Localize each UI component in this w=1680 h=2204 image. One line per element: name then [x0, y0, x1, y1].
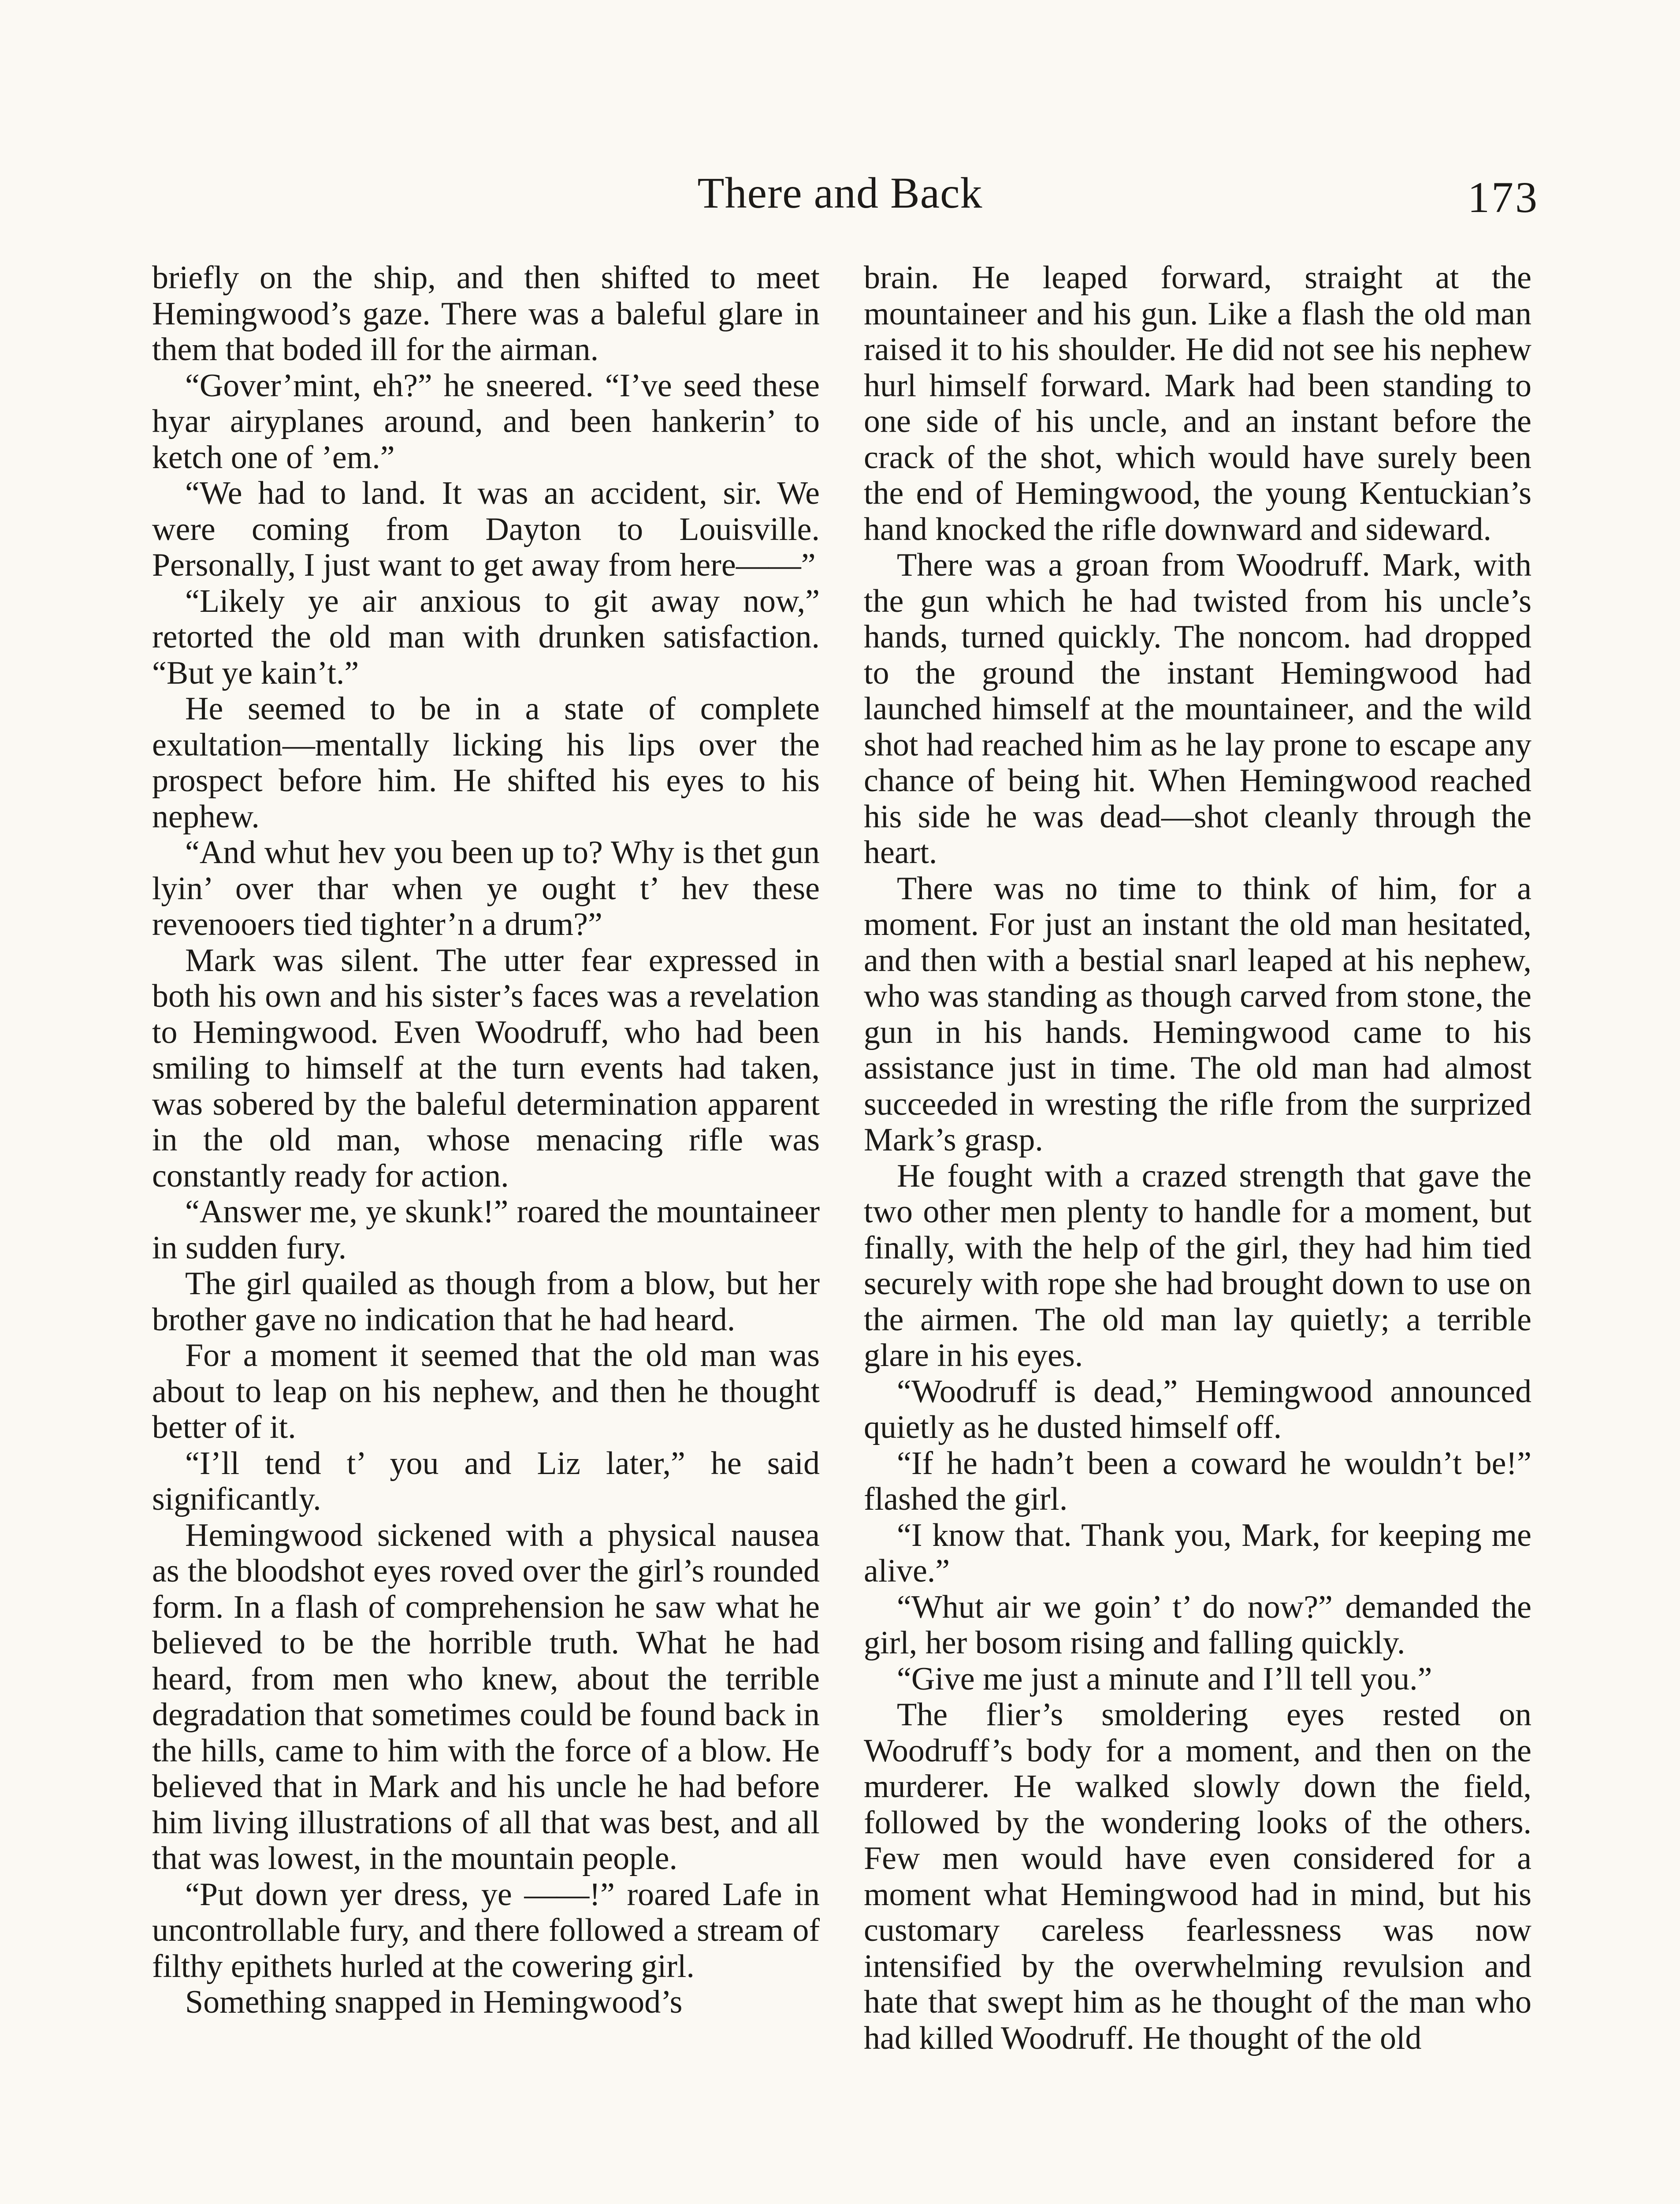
paragraph: “I know that. Thank you, Mark, for keeping me alive.”	[864, 1517, 1531, 1589]
paragraph: The girl quailed as though from a blow, but her brother gave no indication that he had heard.	[152, 1266, 820, 1338]
paragraph: “Give me just a minute and I’ll tell you.”	[897, 1660, 1432, 1697]
paragraph: He fought with a crazed strength that gave the two other men plenty to handle for a moment, but finally, with the help of the girl, they had him tied securely with rope she had brought down to use on the airmen. The old man lay quietly; a terrible glare in his eyes.	[864, 1158, 1531, 1374]
page-number: 173	[1468, 173, 1539, 222]
paragraph: “I’ll tend t’ you and Liz later,” he said significantly.	[152, 1445, 820, 1517]
paragraph: He seemed to be in a state of complete exultation—mentally licking his lips over the prospect before him. He shifted his eyes to his nephew.	[152, 691, 820, 835]
right-column	[864, 260, 1531, 2056]
paragraph: “Answer me, ye skunk!” roared the mountaineer in sudden fury.	[152, 1194, 820, 1266]
paragraph: briefly on the ship, and then shifted to meet Hemingwood’s gaze. There was a baleful glare in them that boded ill for the airman.	[152, 260, 820, 368]
paragraph: “Gover’mint, eh?” he sneered. “I’ve seed these hyar airyplanes around, and been hankerin’ to ketch one of ’em.”	[152, 367, 820, 476]
paragraph: “We had to land. It was an accident, sir. We were coming from Dayton to Louisville. Personally, I just want to get away from here——”	[152, 475, 820, 583]
paragraph: Mark was silent. The utter fear expressed in both his own and his sister’s faces was a revelation to Hemingwood. Even Woodruff, who had been smiling to himself at the turn events had taken, was sobered by the baleful determination apparent in the old man, whose menacing rifle was constantly ready for action.	[152, 942, 820, 1194]
paragraph: “Likely ye air anxious to git away now,” retorted the old man with drunken satisfaction. “But ye kain’t.”	[152, 583, 820, 691]
paragraph: brain. He leaped forward, straight at the mountaineer and his gun. Like a flash the old man raised it to his shoulder. He did not see his nephew hurl himself forward. Mark had been standing to one side of his uncle, and an instant before the crack of the shot, which would have surely been the end of Hemingwood, the young Kentuckian’s hand knocked the rifle downward and sideward.	[864, 260, 1531, 547]
paragraph: The flier’s smoldering eyes rested on Woodruff’s body for a moment, and then on the murderer. He walked slowly down the field, followed by the wondering looks of the others. Few men would have even considered for a moment what Hemingwood had in mind, but his customary careless fearlessness was now intensified by the overwhelming revulsion and hate that swept him as he thought of the man who had killed Woodruff. He thought of the old	[864, 1697, 1531, 2056]
left-column	[152, 260, 820, 2021]
paragraph: “Woodruff is dead,” Hemingwood announced quietly as he dusted himself off.	[864, 1373, 1531, 1445]
paragraph: “Put down yer dress, ye ——!” roared Lafe in uncontrollable fury, and there followed a stream of filthy epithets hurled at the cowering girl.	[152, 1876, 820, 1984]
page-header	[0, 168, 1680, 229]
paragraph: “If he hadn’t been a coward he wouldn’t be!” flashed the girl.	[864, 1445, 1531, 1517]
paragraph: For a moment it seemed that the old man was about to leap on his nephew, and then he thought better of it.	[152, 1337, 820, 1445]
running-title: There and Back	[697, 168, 983, 217]
paragraph: “Whut air we goin’ t’ do now?” demanded the girl, her bosom rising and falling quickly.	[864, 1589, 1531, 1661]
paragraph: Hemingwood sickened with a physical nausea as the bloodshot eyes roved over the girl’s rounded form. In a flash of comprehension he saw what he believed to be the horrible truth. What he had heard, from men who knew, about the terrible degradation that sometimes could be found back in the hills, came to him with the force of a blow. He believed that in Mark and his uncle he had before him living illustrations of all that was best, and all that was lowest, in the mountain people.	[152, 1517, 820, 1876]
paragraph: Something snapped in Hemingwood’s	[185, 1984, 683, 2020]
paragraph: There was no time to think of him, for a moment. For just an instant the old man hesitated, and then with a bestial snarl leaped at his nephew, who was standing as though carved from stone, the gun in his hands. Hemingwood came to his assistance just in time. The old man had almost succeeded in wresting the rifle from the surprized Mark’s grasp.	[864, 870, 1531, 1158]
paragraph: “And whut hev you been up to? Why is thet gun lyin’ over thar when ye ought t’ hev these revenooers tied tighter’n a drum?”	[152, 834, 820, 942]
paragraph: There was a groan from Woodruff. Mark, with the gun which he had twisted from his uncle’s hands, turned quickly. The noncom. had dropped to the ground the instant Hemingwood had launched himself at the mountaineer, and the wild shot had reached him as he lay prone to escape any chance of being hit. When Hemingwood reached his side he was dead—shot cleanly through the heart.	[864, 547, 1531, 871]
